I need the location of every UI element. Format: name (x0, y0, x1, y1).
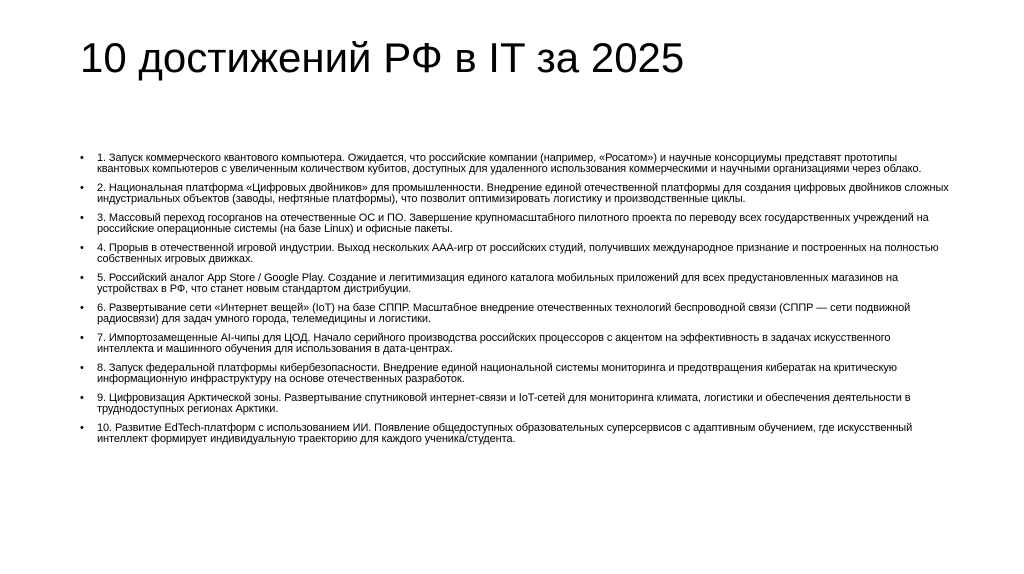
list-item (80, 303, 950, 325)
bullet-icon: • (80, 392, 84, 404)
list-item (80, 213, 950, 235)
slide-title: 10 достижений РФ в IT за 2025 (80, 34, 685, 81)
bullet-icon: • (80, 362, 84, 374)
list-item-text: 3. Массовый переход госорганов на отечественные ОС и ПО. Завершение крупномасштабного пилотного проекта по переводу всех государственных учреждений на российские операционные системы (на базе Linux) и офисные пакеты. (97, 212, 929, 235)
list-item (80, 183, 950, 205)
list-item-text: 2. Национальная платформа «Цифровых двойников» для промышленности. Внедрение единой отечественной платформы для создания цифровых двойников сложных индустриальных объектов (заводы, нефтяные платформы), что позволит оптимизировать логистику и производственные циклы. (97, 182, 949, 205)
bullet-icon: • (80, 422, 84, 434)
bullet-icon: • (80, 272, 84, 284)
list-item-text: 6. Развертывание сети «Интернет вещей» (IoT) на базе СППР. Масштабное внедрение отечественных технологий беспроводной связи (СППР — сети подвижной радиосвязи) для задач умного города, телемедицины и логистики. (97, 302, 911, 325)
list-item-text: 1. Запуск коммерческого квантового компьютера. Ожидается, что российские компании (например, «Росатом») и научные консорциумы представят прототипы квантовых компьютеров с увеличенным количеством кубитов, доступных для удаленного использования коммерческими и научными организациями через облако. (97, 152, 922, 175)
list-item (80, 273, 950, 295)
list-item (80, 363, 950, 385)
list-item-text: 7. Импортозамещенные AI-чипы для ЦОД. Начало серийного производства российских процессоров с акцентом на эффективность в задачах искусственного интеллекта и машинного обучения для использования в дата-центрах. (97, 332, 891, 355)
list-item-text: 8. Запуск федеральной платформы кибербезопасности. Внедрение единой национальной системы мониторинга и предотвращения кибератак на критическую информационную инфраструктуру на основе отечественных разработок. (97, 362, 897, 385)
achievement-list (80, 153, 950, 453)
list-item (80, 393, 950, 415)
bullet-icon: • (80, 332, 84, 344)
bullet-icon: • (80, 302, 84, 314)
list-item-text: 10. Развитие EdTech-платформ с использованием ИИ. Появление общедоступных образовательных суперсервисов с адаптивным обучением, где искусственный интеллект формирует индивидуальную траекторию для каждого ученика/студента. (97, 422, 913, 445)
bullet-icon: • (80, 152, 84, 164)
list-item (80, 153, 950, 175)
list-item-text: 5. Российский аналог App Store / Google Play. Создание и легитимизация единого каталога мобильных приложений для всех предустановленных магазинов на устройствах в РФ, что станет новым стандартом дистрибуции. (97, 272, 899, 295)
bullet-icon: • (80, 182, 84, 194)
bullet-icon: • (80, 242, 84, 254)
list-item (80, 423, 950, 445)
list-item (80, 243, 950, 265)
list-item-text: 4. Прорыв в отечественной игровой индустрии. Выход нескольких AAA-игр от российских студий, получивших международное признание и построенных на полностью собственных игровых движках. (97, 242, 939, 265)
bullet-icon: • (80, 212, 84, 224)
list-item-text: 9. Цифровизация Арктической зоны. Развертывание спутниковой интернет-связи и IoT-сетей для мониторинга климата, логистики и обеспечения деятельности в труднодоступных регионах Арктики. (97, 392, 911, 415)
list-item (80, 333, 950, 355)
